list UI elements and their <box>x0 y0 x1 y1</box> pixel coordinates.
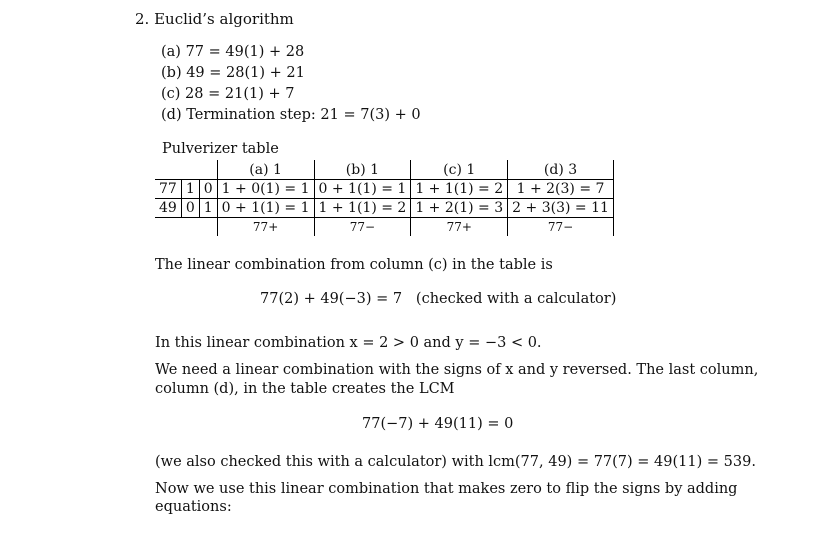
table-cell: 1 + 1(1) = 2 <box>314 199 411 218</box>
sign-cell-d: 77− <box>508 218 614 237</box>
equation-1: 77(2) + 49(−3) = 7 (checked with a calculator) <box>260 291 617 307</box>
equation-2: 77(−7) + 49(11) = 0 <box>362 416 514 432</box>
paragraph-signs: In this linear combination x = 2 > 0 and y = −3 < 0. <box>155 335 542 351</box>
table-cell: 49 <box>155 199 181 218</box>
euclid-step-c: (c) 28 = 21(1) + 7 <box>161 86 295 102</box>
table-cell: 0 + 1(1) = 1 <box>217 199 314 218</box>
paragraph-check: (we also checked this with a calculator) with lcm(77, 49) = 77(7) = 49(11) = 539. <box>155 454 756 470</box>
table-row <box>155 218 613 237</box>
table-cell: 1 <box>199 199 217 218</box>
pulverizer-title: Pulverizer table <box>162 141 279 157</box>
paragraph-flip-line-2: equations: <box>155 499 232 515</box>
table-cell: 1 + 0(1) = 1 <box>217 180 314 199</box>
col-header-b: (b) 1 <box>314 160 411 180</box>
table-cell: 2 + 3(3) = 11 <box>508 199 614 218</box>
sign-cell-b: 77− <box>314 218 411 237</box>
paragraph-flip-line-1: Now we use this linear combination that makes zero to flip the signs by adding <box>155 481 738 497</box>
table-cell: 1 + 2(3) = 7 <box>508 180 614 199</box>
table-cell: 1 + 1(1) = 2 <box>411 180 508 199</box>
table-cell: 0 <box>199 180 217 199</box>
table-cell: 1 <box>181 180 199 199</box>
section-heading: 2. Euclid’s algorithm <box>135 10 294 28</box>
paragraph-reverse-line-2: column (d), in the table creates the LCM <box>155 381 455 397</box>
table-row <box>155 180 613 199</box>
euclid-step-a: (a) 77 = 49(1) + 28 <box>161 44 305 60</box>
paragraph-reverse-line-1: We need a linear combination with the signs of x and y reversed. The last column, <box>155 362 759 378</box>
table-cell: 77 <box>155 180 181 199</box>
table-cell: 0 + 1(1) = 1 <box>314 180 411 199</box>
col-header-d: (d) 3 <box>508 160 614 180</box>
sign-cell-a: 77+ <box>217 218 314 237</box>
col-header-c: (c) 1 <box>411 160 508 180</box>
table-row <box>155 199 613 218</box>
paragraph-linear-combination: The linear combination from column (c) in the table is <box>155 257 553 273</box>
table-cell: 0 <box>181 199 199 218</box>
pulverizer-table <box>155 160 614 236</box>
sign-cell-c: 77+ <box>411 218 508 237</box>
euclid-step-b: (b) 49 = 28(1) + 21 <box>161 65 305 81</box>
euclid-step-d: (d) Termination step: 21 = 7(3) + 0 <box>161 107 421 123</box>
table-cell: 1 + 2(1) = 3 <box>411 199 508 218</box>
col-header-a: (a) 1 <box>217 160 314 180</box>
